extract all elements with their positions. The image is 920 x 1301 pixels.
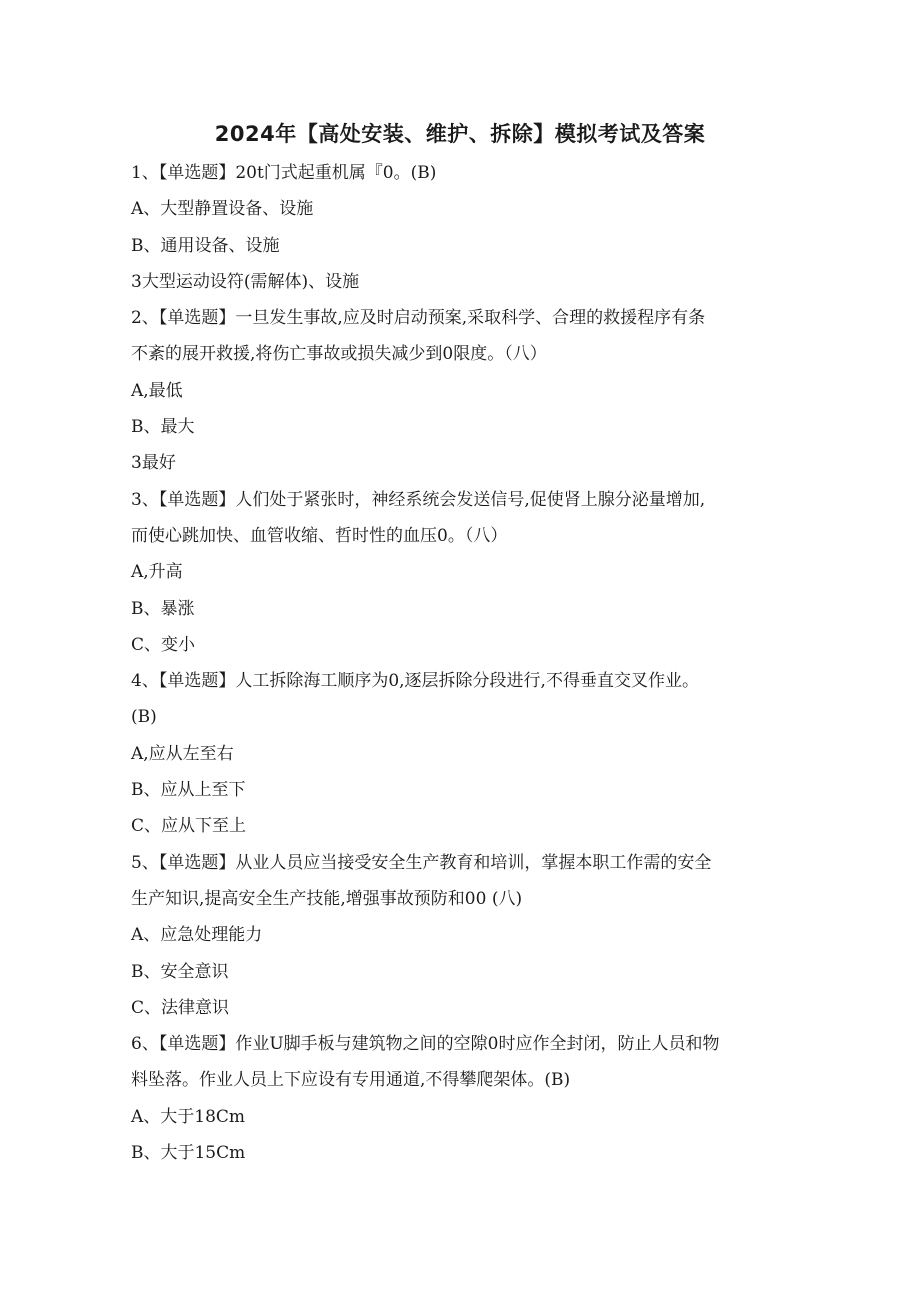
question-2-stem-cont: 不紊的展开救援,将伤亡事故或损失减少到0限度。（八） [131,344,547,365]
question-1-option-c: 3大型运动设符(需解体)、设施 [131,271,360,292]
question-5-option-b: B、安全意识 [131,961,229,982]
question-1-option-b: B、通用设备、设施 [131,235,280,256]
question-3-option-b: B、暴涨 [131,598,195,619]
question-3-stem-cont: 而使心跳加快、血管收缩、哲时性的血压0。（八） [131,525,508,546]
document-body [131,155,781,1171]
question-2-option-b: B、最大 [131,417,195,438]
question-5-stem: 5、【单选题】从业人员应当接受安全生产教育和培训，掌握本职工作需的安全 [131,852,712,873]
question-6-stem-cont: 料坠落。作业人员上下应设有专用通道,不得攀爬架体。(B) [131,1070,571,1091]
question-4-stem: 4、【单选题】人工拆除海工顺序为0,逐层拆除分段进行,不得垂直交叉作业。 [131,671,699,692]
question-4-answer: (B) [131,707,157,728]
question-3-option-a: A,升高 [131,562,183,583]
question-6-option-a: A、大于18Cm [131,1106,246,1127]
question-4-option-a: A,应从左至右 [131,743,234,764]
question-3-option-c: C、变小 [131,634,196,655]
document-title: 2024年【高处安装、维护、拆除】模拟考试及答案 [214,122,706,146]
question-2-stem: 2、【单选题】一旦发生事故,应及时启动预案,采取科学、合理的救援程序有条 [131,308,706,329]
question-4-option-c: C、应从下至上 [131,816,247,837]
question-5-option-c: C、法律意识 [131,997,230,1018]
question-3-stem: 3、【单选题】人们处于紧张时，神经系统会发送信号,促使肾上腺分泌量增加, [131,489,706,510]
question-1-stem: 1、【单选题】20t门式起重机属『0。(B) [131,163,437,183]
question-5-option-a: A、应急处理能力 [131,925,263,946]
question-4-option-b: B、应从上至下 [131,780,246,801]
question-2-option-c: 3最好 [131,453,176,474]
question-5-stem-cont: 生产知识,提高安全生产技能,增强事故预防和00 (八) [131,888,523,909]
question-6-option-b: B、大于15Cm [131,1143,246,1164]
question-2-option-a: A,最低 [131,380,183,401]
question-6-stem: 6、【单选题】作业U脚手板与建筑物之间的空隙0时应作全封闭，防止人员和物 [131,1034,720,1055]
question-1-option-a: A、大型静置设备、设施 [131,199,314,220]
